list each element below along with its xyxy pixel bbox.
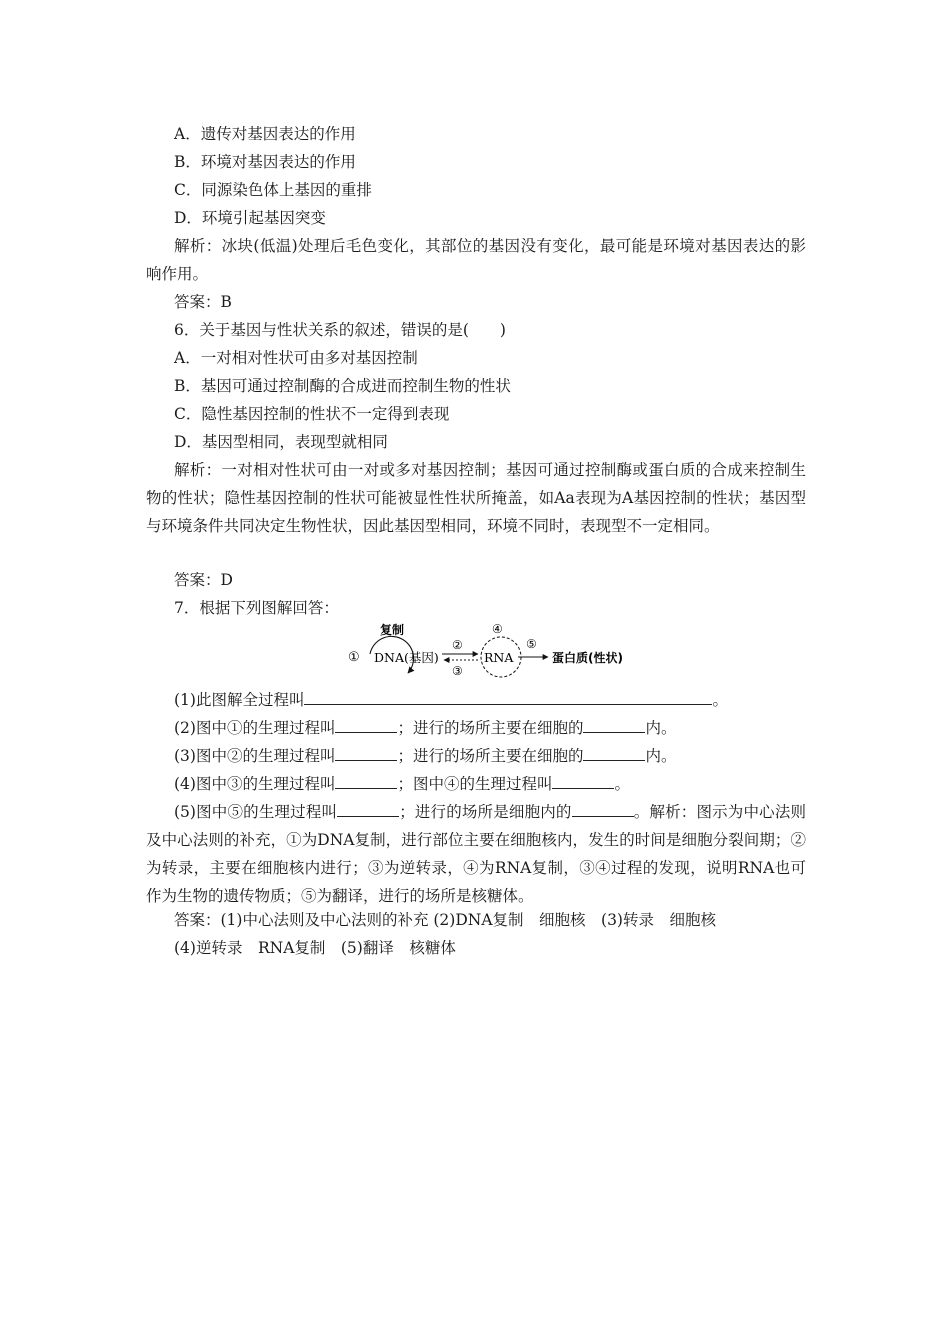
label-circle-2: ② <box>452 638 463 652</box>
central-dogma-svg <box>348 620 648 682</box>
blank-4b[interactable] <box>552 774 614 789</box>
q6-option-a: A．一对相对性状可由多对基因控制 <box>174 349 418 367</box>
label-protein: 蛋白质(性状) <box>552 651 623 665</box>
blank-3a[interactable] <box>335 746 397 761</box>
blank-2b[interactable] <box>583 718 645 733</box>
q6-option-c: C．隐性基因控制的性状不一定得到表现 <box>174 405 450 423</box>
label-dna: DNA(基因) <box>374 650 439 665</box>
q5-option-d: D．环境引起基因突变 <box>174 209 326 227</box>
blank-2a[interactable] <box>335 718 397 733</box>
q5-option-a: A．遗传对基因表达的作用 <box>174 125 356 143</box>
q5-option-c: C．同源染色体上基因的重排 <box>174 181 372 199</box>
blank-5a[interactable] <box>337 802 399 817</box>
blank-5b[interactable] <box>572 802 634 817</box>
label-rna: RNA <box>484 650 514 665</box>
label-circle-1: ① <box>348 650 360 665</box>
q6-analysis: 解析：一对相对性状可由一对或多对基因控制；基因可通过控制酶或蛋白质的合成来控制生物的性状；隐性基因控制的性状可能被显性性状所掩盖，如Aa表现为A基因控制的性状；基因型与环境条件共同决定生物性状，因此基因型相同，环境不同时，表现型不一定相同。 <box>146 461 806 535</box>
q7-answer-line-2: (4)逆转录 RNA复制 (5)翻译 核糖体 <box>174 939 456 957</box>
q7-sub3: (3)图中②的生理过程叫 ；进行的场所主要在细胞的 内。 <box>174 747 677 765</box>
q6-option-d: D．基因型相同，表现型就相同 <box>174 433 388 451</box>
q7-sub4: (4)图中③的生理过程叫 ；图中④的生理过程叫 。 <box>174 775 630 793</box>
label-replication: 复制 <box>380 623 405 637</box>
blank-1[interactable] <box>304 690 712 705</box>
blank-3b[interactable] <box>583 746 645 761</box>
q5-analysis: 解析：冰块(低温)处理后毛色变化，其部位的基因没有变化，最可能是环境对基因表达的影响作用。 <box>146 237 806 283</box>
q7-sub1: (1)此图解全过程叫 。 <box>174 691 728 709</box>
central-dogma-diagram <box>348 620 648 682</box>
blank-4a[interactable] <box>335 774 397 789</box>
q5-option-b: B．环境对基因表达的作用 <box>174 153 356 171</box>
q5-answer: 答案：B <box>174 293 232 311</box>
label-circle-4: ④ <box>492 622 503 636</box>
q7-sub2: (2)图中①的生理过程叫 ；进行的场所主要在细胞的 内。 <box>174 719 677 737</box>
q7-answer-line-1: 答案：(1)中心法则及中心法则的补充 (2)DNA复制 细胞核 (3)转录 细胞核 <box>174 911 716 929</box>
label-circle-3: ③ <box>452 664 463 678</box>
q7-stem: 7．根据下列图解回答： <box>174 599 339 617</box>
label-circle-5: ⑤ <box>526 637 537 651</box>
q6-option-b: B．基因可通过控制酶的合成进而控制生物的性状 <box>174 377 511 395</box>
q6-stem: 6．关于基因与性状关系的叙述，错误的是( ) <box>174 321 506 339</box>
q6-answer: 答案：D <box>174 571 233 589</box>
q7-sub5: (5)图中⑤的生理过程叫 ；进行的场所是细胞内的 。解析：图示为中心法则及中心法则的补充，①为DNA复制，进行部位主要在细胞核内，发生的时间是细胞分裂间期；②为转录，主要在细胞核内进行；③为逆转录，④为RNA复制，③④过程的发现，说明RNA也可作为生物的遗传物质；⑤为翻译，进行的场所是核糖体。 <box>146 803 806 905</box>
